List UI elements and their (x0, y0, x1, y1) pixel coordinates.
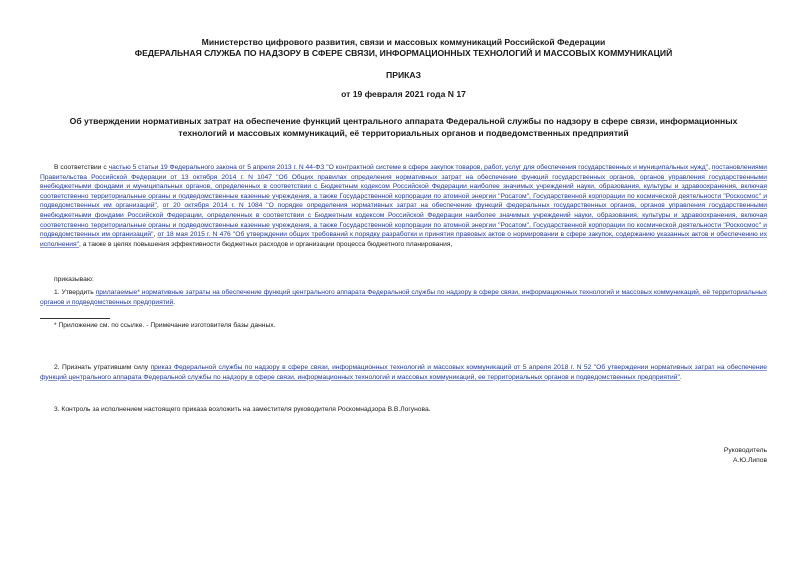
approved-norms-link[interactable]: прилагаемые* нормативные затраты на обеспечение функций центрального аппарата Федеральной службы по надзору в сфере связи, информационных технологий и массовых коммуникаций, её территориальных органов и подведомственных предприятий (40, 289, 767, 306)
document-title: Об утверждении нормативных затрат на обеспечение функций центрального аппарата Федеральной службы по надзору в сфере связи, информационных технологий и массовых коммуникаций, её территориальных органов и подведомственных предприятий (69, 116, 738, 138)
item-1-paragraph (40, 288, 767, 307)
preamble-text-3: , (156, 202, 163, 210)
item-2-prefix: 2. Признать утратившим силу (54, 364, 151, 371)
signature-position: Руководитель (723, 447, 767, 454)
item-2-paragraph (40, 363, 767, 382)
preamble-text-4: , (153, 231, 158, 239)
orders-word: приказываю: (54, 276, 94, 283)
decree-1047-link[interactable]: постановлениями Правительства Российской Федерации от 13 октября 2014 г. N 1047 "Об Общих правилах определения нормативных затрат на обеспечение функций государственных органов, органов управления государственными внебюджетными фондами и муниципальных органов, определенных в соответствии с Бюджетным кодексом Российской Федерации наиболее значимых учреждений науки, образования, культуры и здравоохранения, включая соответственно территориальные органы и подведомственные казенные учреждения, а также Государственной корпорации по атомной энергии "Росатом", Государственной корпорации по космической деятельности "Роскосмос" и подведомственных им организаций" (40, 164, 768, 210)
decree-476-link[interactable]: от 18 мая 2015 г. N 476 "Об утверждении общих требований к порядку разработки и принятия правовых актов о нормировании в сфере закупок, содержанию указанных актов и обеспечению их исполнения" (40, 231, 767, 248)
preamble-paragraph (40, 163, 767, 249)
decree-1084-link[interactable]: от 20 октября 2014 г. N 1084 "О порядке определения нормативных затрат на обеспечение функций федеральных государственных органов, органов управления государственными внебюджетными фондами Российской Федерации, определенных в соответствии с Бюджетным кодексом Российской Федерации наиболее значимых учреждений науки, образования, культуры и здравоохранения, включая соответственно территориальные органы и подведомственные казенные учреждения, а также Государственной корпорации по атомной энергии "Росатом", Государственной корпорации по космической деятельности "Роскосмос" и подведомственных им организаций" (40, 202, 767, 239)
document-type: ПРИКАЗ (386, 70, 421, 80)
item-1-prefix: 1. Утвердить (54, 289, 96, 296)
item-3-paragraph: 3. Контроль за исполнением настоящего приказа возложить на заместителя руководителя Роскомнадзора В.В.Логунова. (54, 406, 431, 413)
service-name: ФЕДЕРАЛЬНАЯ СЛУЖБА ПО НАДЗОРУ В СФЕРЕ СВЯЗИ, ИНФОРМАЦИОННЫХ ТЕХНОЛОГИЙ И МАССОВЫХ КОММУНИКАЦИЙ (134, 48, 673, 58)
document-date-number: от 19 февраля 2021 года N 17 (341, 89, 466, 99)
preamble-text-5: , а также в целях повышения эффективности бюджетных расходов и организации процесса бюджетного планирования, (79, 240, 453, 248)
ministry-name: Министерство цифрового развития, связи и массовых коммуникаций Российской Федерации (201, 37, 606, 47)
footnote-text: * Приложение см. по ссылке. - Примечание изготовителя базы данных. (54, 322, 276, 329)
preamble-text-1: В соответствии с (54, 164, 109, 171)
item-2-suffix: . (679, 373, 682, 381)
law-44-fz-link[interactable]: частью 5 статьи 19 Федерального закона от 5 апреля 2013 г. N 44-ФЗ "О контрактной системе в сфере закупок товаров, работ, услуг для обеспечения государственных и муниципальных нужд" (108, 164, 709, 171)
signature-name: А.Ю.Липов (733, 457, 767, 464)
footnote-divider (40, 318, 110, 319)
preamble-text-2: , (708, 164, 712, 171)
item-1-suffix: . (173, 298, 176, 306)
order-52-link[interactable]: приказ Федеральной службы по надзору в сфере связи, информационных технологий и массовых коммуникаций от 5 апреля 2018 г. N 52 "Об утверждении нормативных затрат на обеспечение функций центрального аппарата Федеральной службы по надзору в сфере связи, информационных технологий и массовых коммуникаций, ее территориальных органов и подведомственных предприятий" (40, 364, 767, 381)
